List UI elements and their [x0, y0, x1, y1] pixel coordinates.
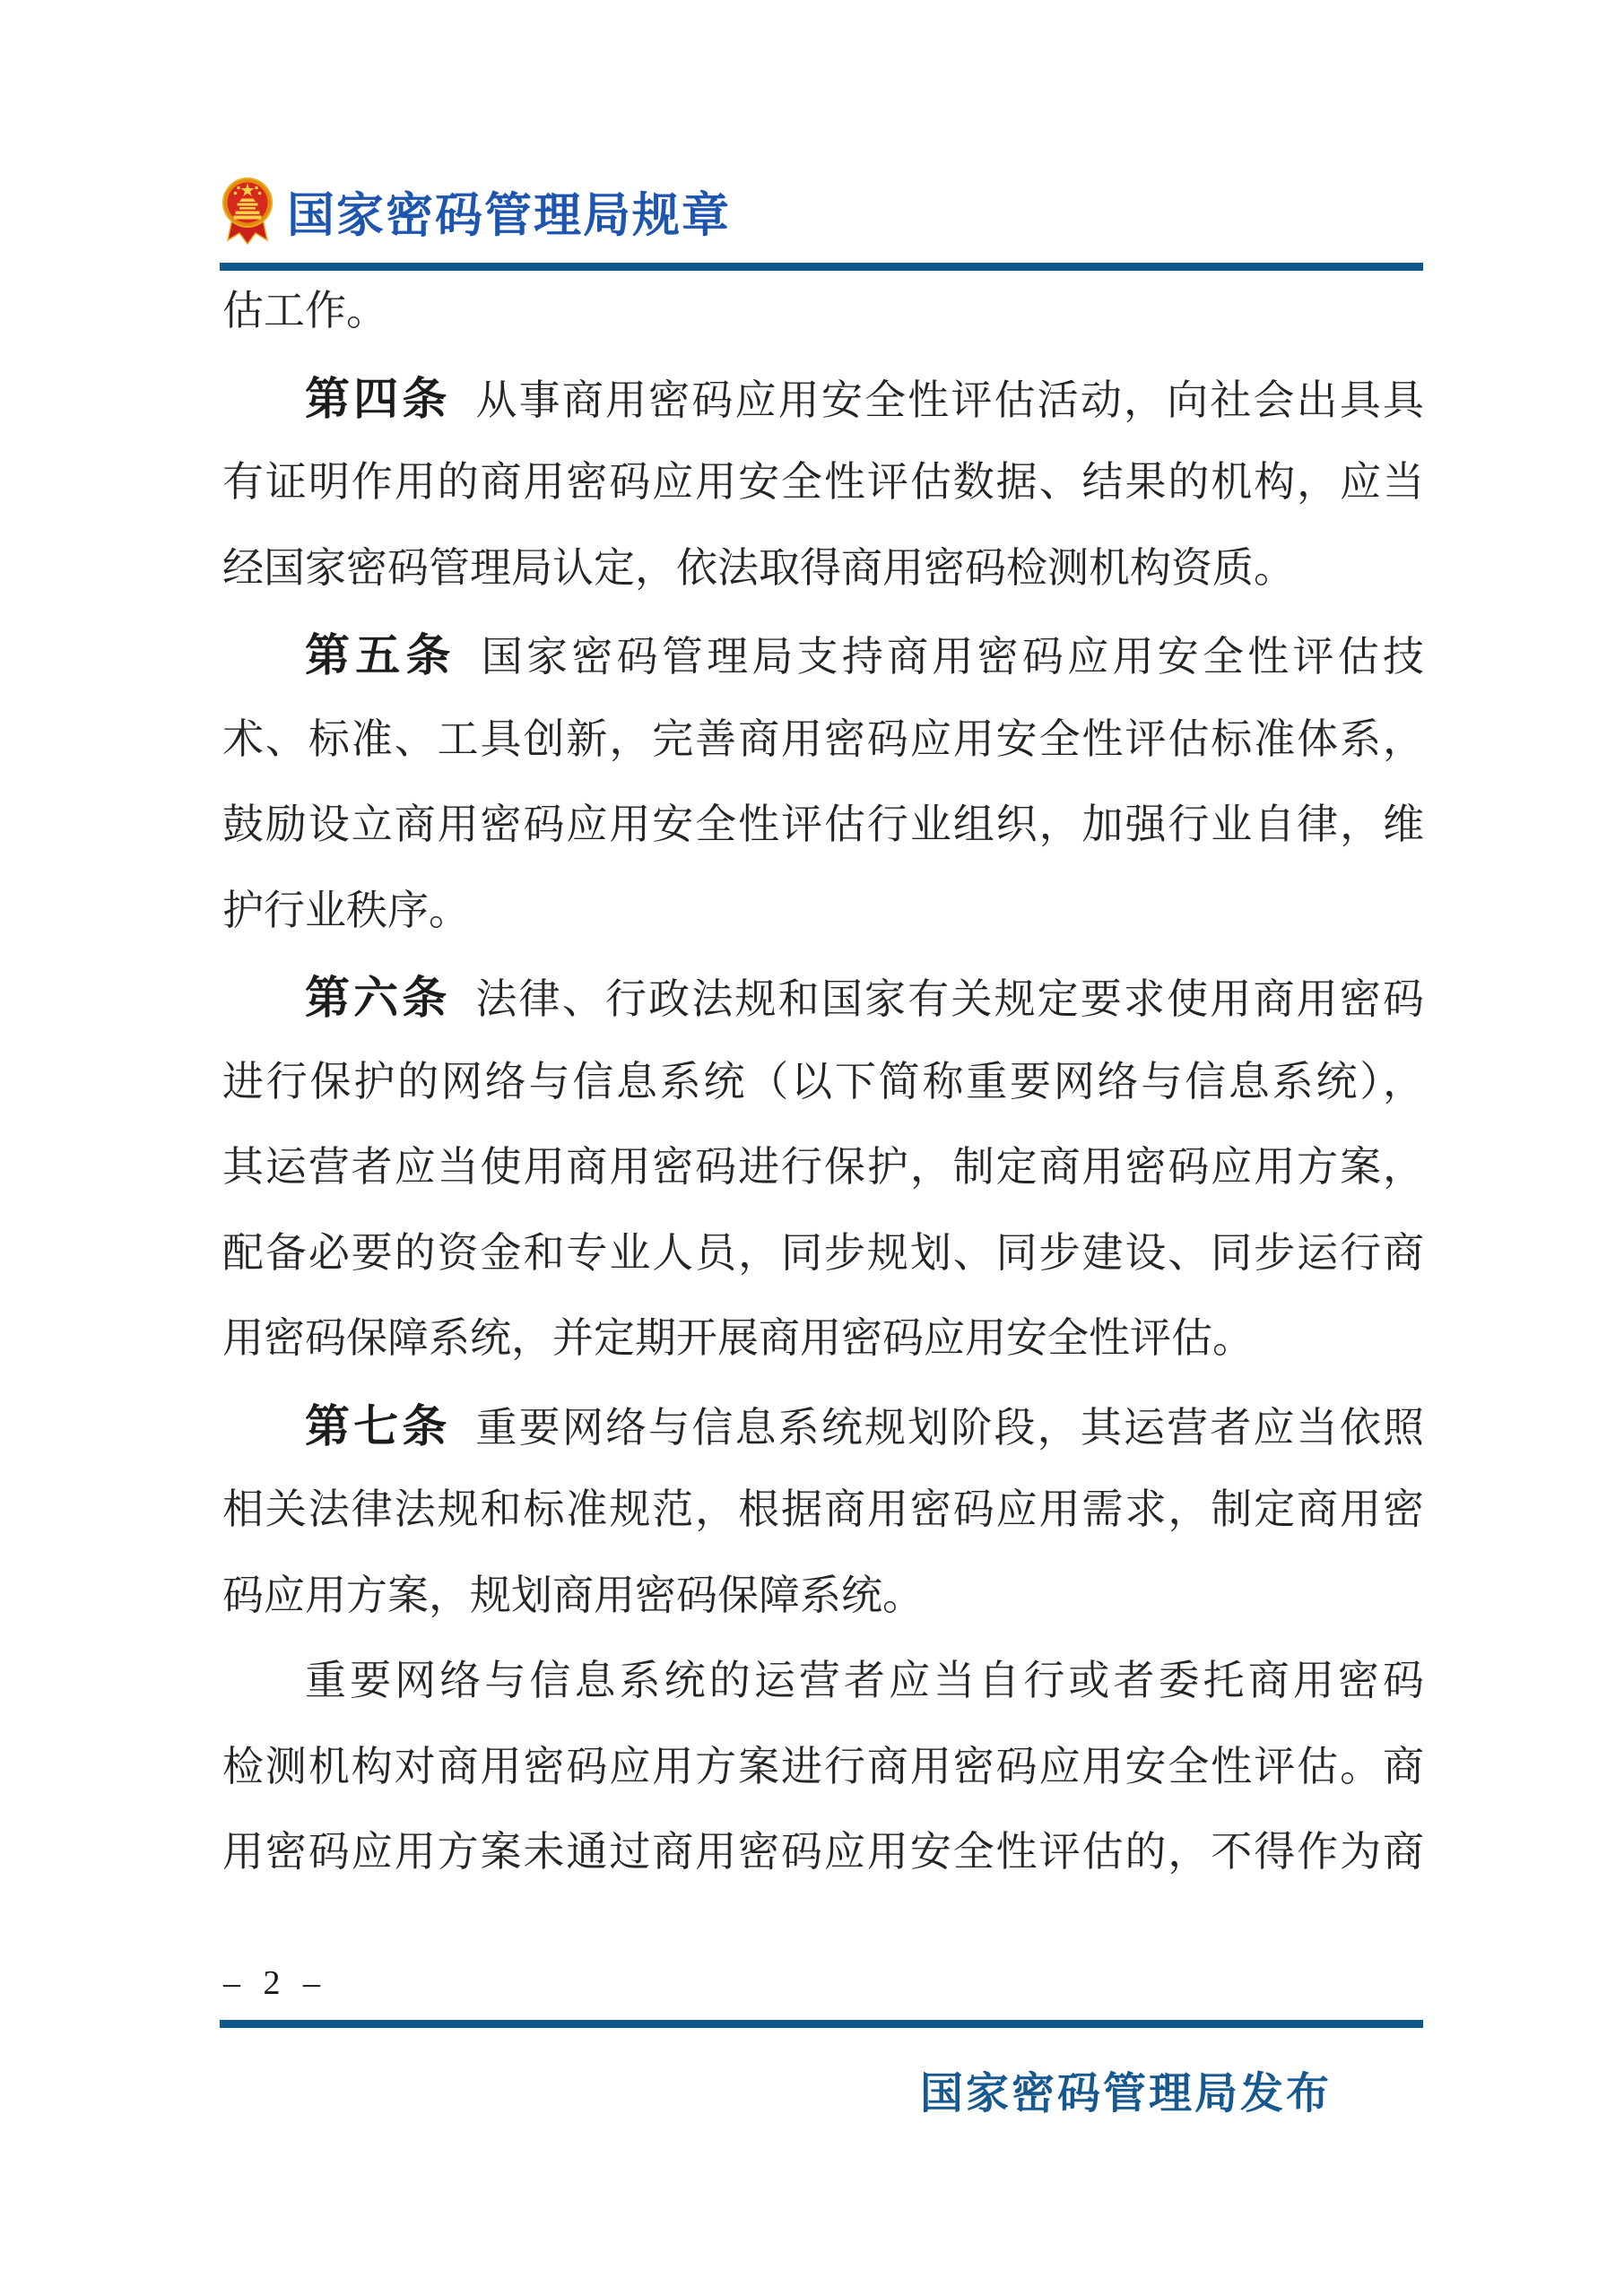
body-line: 用密码应用方案未通过商用密码应用安全性评估的，不得作为商	[222, 1829, 1424, 1875]
page-number: – 2 –	[223, 1964, 327, 2002]
body-line: 术、标准、工具创新，完善商用密码应用安全性评估标准体系，	[222, 715, 1424, 762]
body-line: 估工作。	[222, 288, 387, 334]
body-line: 重要网络与信息系统的运营者应当自行或者委托商用密码	[305, 1658, 1424, 1703]
body-line: 进行保护的网络与信息系统（以下简称重要网络与信息系统），	[222, 1058, 1424, 1105]
article-number: 第四条	[305, 373, 451, 424]
header-divider	[220, 263, 1423, 271]
body-line: 第五条 国家密码管理局支持商用密码应用安全性评估技	[305, 630, 1425, 680]
body-line: 第四条 从事商用密码应用安全性评估活动，向社会出具具	[305, 373, 1424, 424]
body-line: 相关法律法规和标准规范，根据商用密码应用需求，制定商用密	[222, 1486, 1424, 1532]
china-national-emblem-icon	[221, 174, 274, 250]
body-line: 护行业秩序。	[222, 887, 470, 933]
body-line: 检测机构对商用密码应用方案进行商用密码应用安全性评估。商	[222, 1743, 1424, 1789]
body-line: 第六条 法律、行政法规和国家有关规定要求使用商用密码	[305, 973, 1424, 1023]
body-line: 第七条 重要网络与信息系统规划阶段，其运营者应当依照	[305, 1400, 1424, 1451]
body-line: 有证明作用的商用密码应用安全性评估数据、结果的机构，应当	[222, 459, 1424, 505]
article-number: 第六条	[305, 973, 451, 1023]
body-line: 配备必要的资金和专业人员，同步规划、同步建设、同步运行商	[222, 1229, 1424, 1276]
article-number: 第五条	[305, 630, 456, 680]
body-line: 鼓励设立商用密码应用安全性评估行业组织，加强行业自律，维	[222, 801, 1424, 847]
body-line: 码应用方案，规划商用密码保障系统。	[222, 1572, 924, 1618]
body-text	[222, 285, 1424, 1912]
page-header	[221, 174, 731, 249]
footer-divider	[220, 2020, 1423, 2028]
body-line: 经国家密码管理局认定，依法取得商用密码检测机构资质。	[222, 544, 1295, 591]
page-title: 国家密码管理局规章	[287, 190, 731, 242]
footer-publisher: 国家密码管理局发布	[919, 2070, 1332, 2118]
body-line: 用密码保障系统，并定期开展商用密码应用安全性评估。	[222, 1315, 1254, 1361]
body-line: 其运营者应当使用商用密码进行保护，制定商用密码应用方案，	[222, 1144, 1424, 1190]
article-number: 第七条	[305, 1400, 451, 1451]
